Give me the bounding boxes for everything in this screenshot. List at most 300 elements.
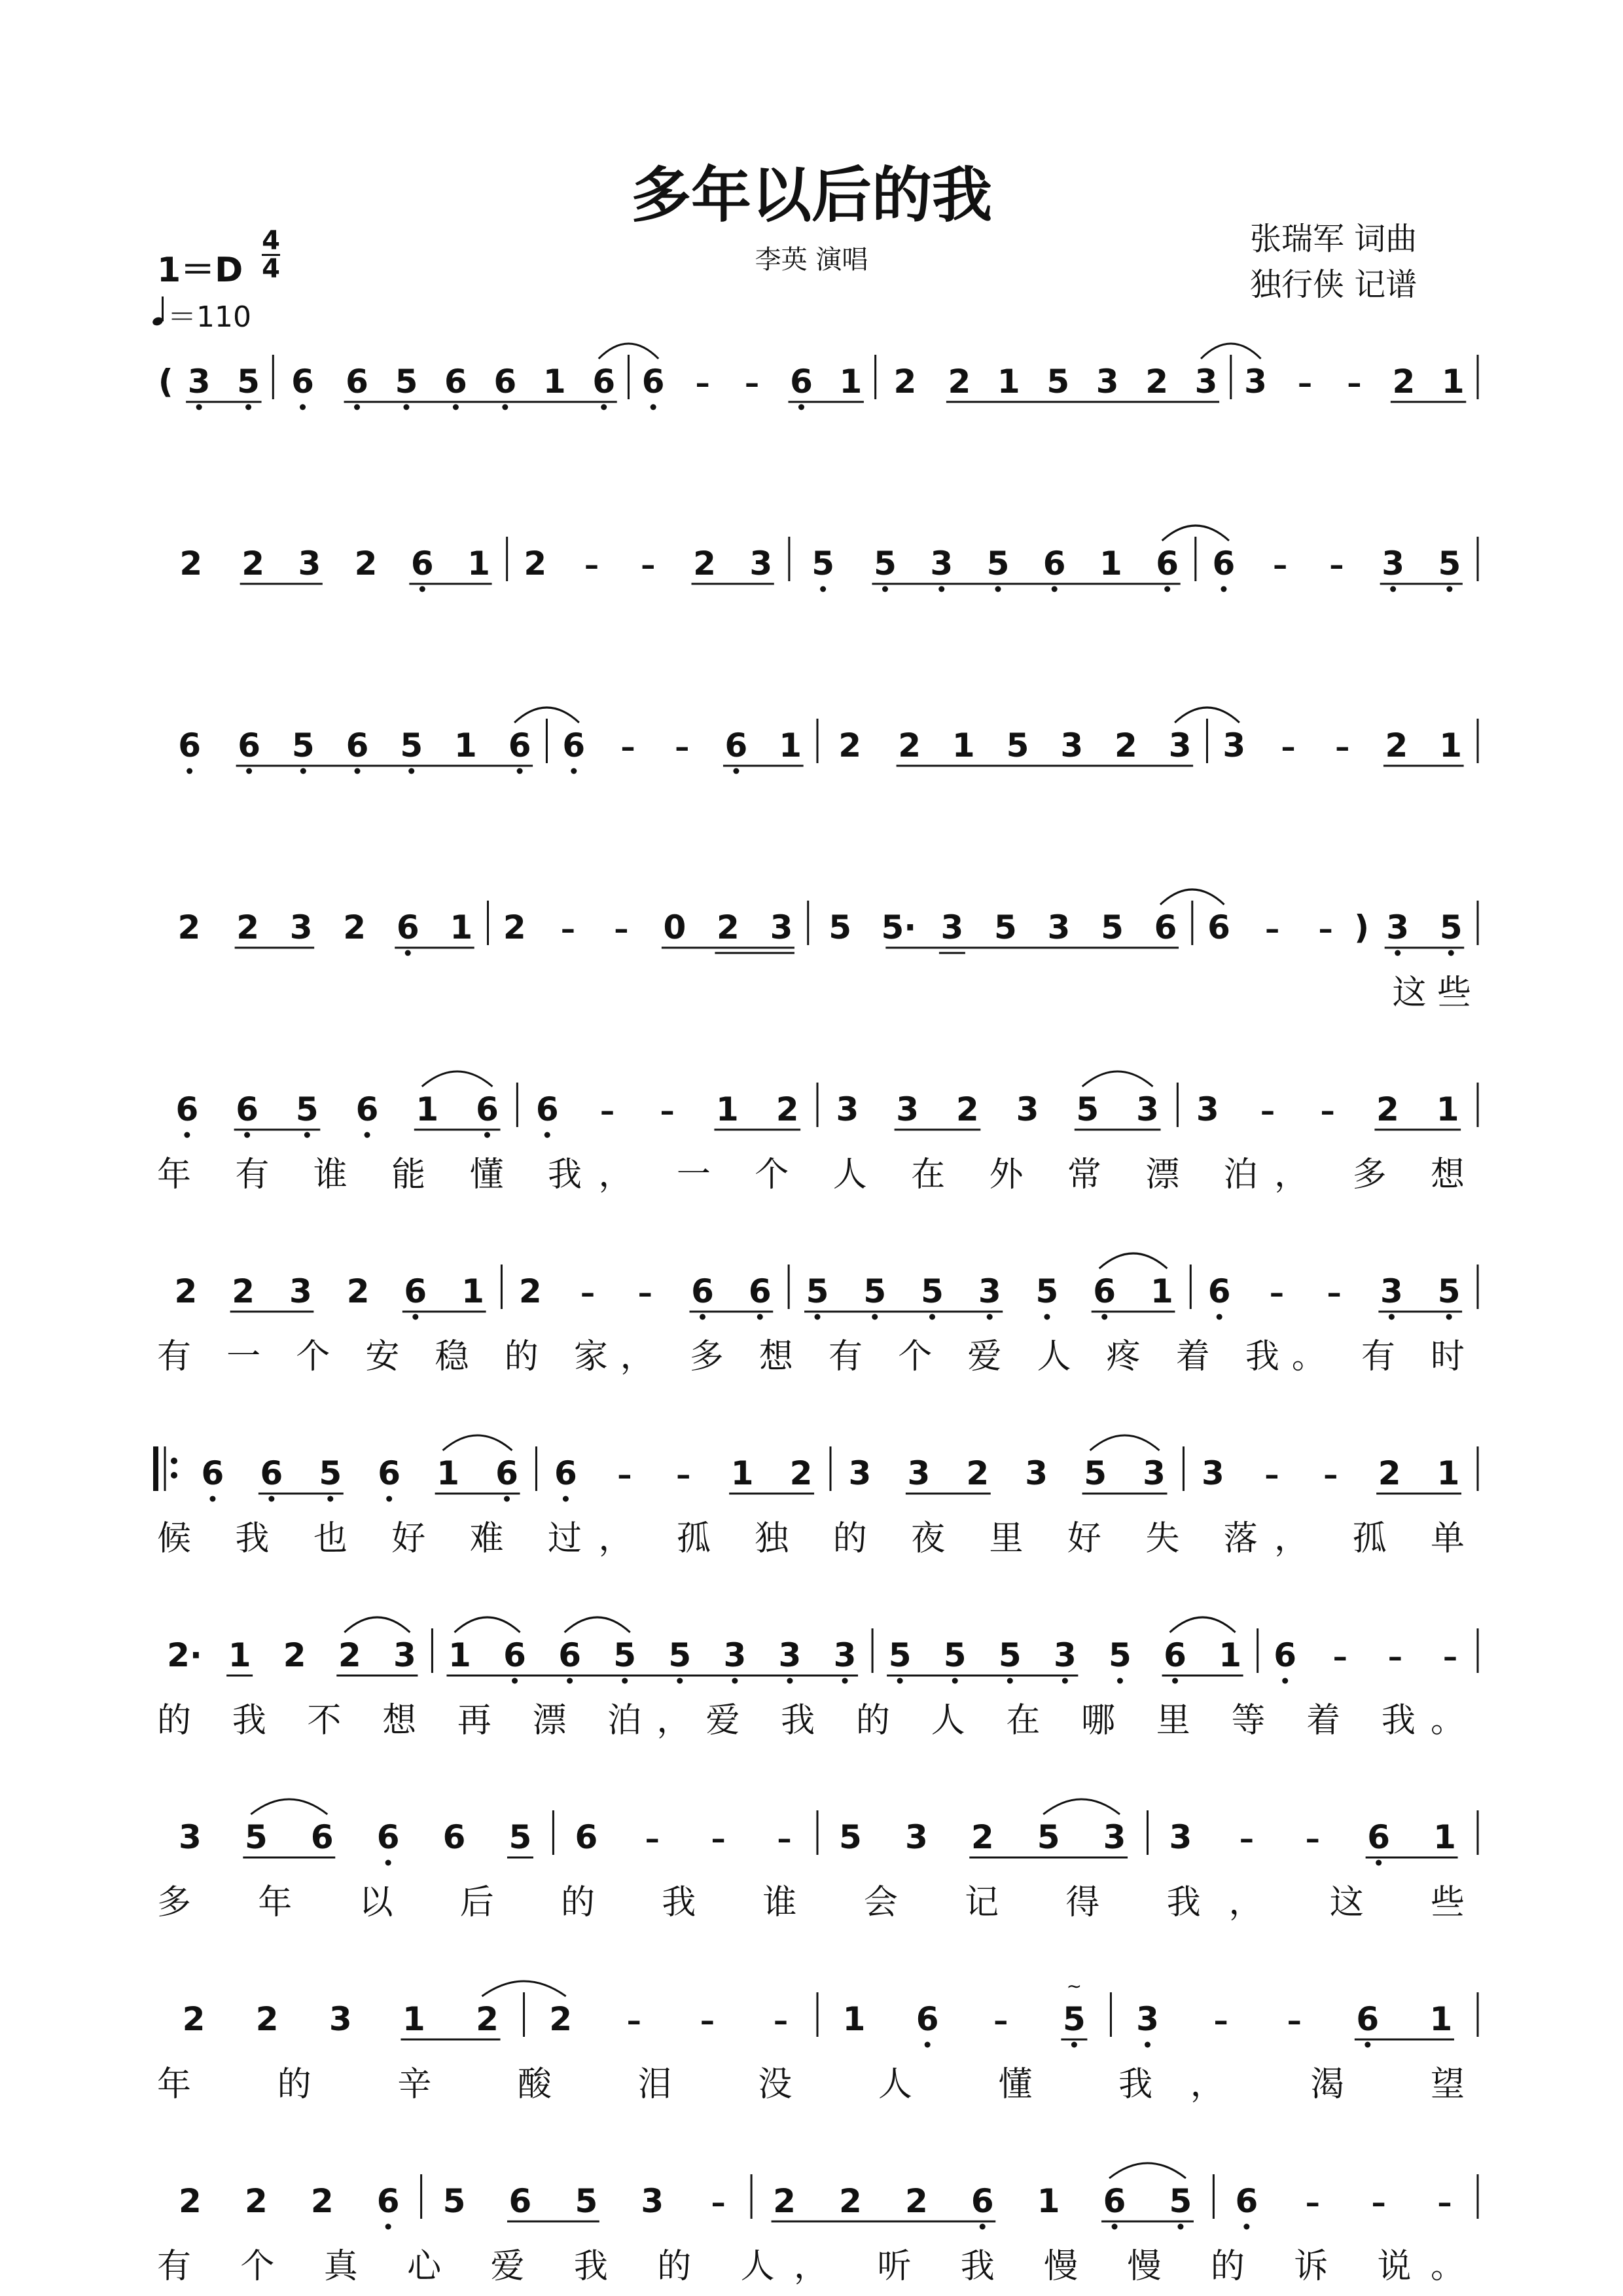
note: 1 bbox=[402, 2000, 425, 2038]
sustain-dash: – bbox=[1260, 1094, 1275, 1128]
note: 2 bbox=[241, 545, 265, 583]
octave-dot-below bbox=[601, 404, 607, 410]
note: 3 bbox=[179, 1818, 202, 1856]
note: 6 bbox=[1212, 545, 1236, 583]
sustain-dash: – bbox=[1387, 1640, 1402, 1674]
note: 3 bbox=[1103, 1818, 1126, 1856]
note: 6 bbox=[1356, 2000, 1380, 2038]
note: 2 bbox=[948, 363, 971, 401]
note: 2 bbox=[503, 908, 526, 946]
note: 1 bbox=[1436, 1090, 1459, 1128]
note: 3 bbox=[1202, 1454, 1224, 1492]
octave-dot-below bbox=[1044, 1314, 1050, 1320]
note: 2 bbox=[773, 2182, 796, 2220]
note: 3 bbox=[978, 1272, 1001, 1310]
repeat-dot bbox=[171, 1458, 177, 1464]
sustain-dash: – bbox=[1323, 1458, 1338, 1492]
note: 2 bbox=[1385, 726, 1408, 764]
octave-dot-below bbox=[304, 1132, 310, 1138]
octave-dot-below bbox=[385, 2224, 391, 2230]
octave-dot-below bbox=[246, 768, 252, 774]
note: 5 bbox=[295, 1090, 319, 1128]
octave-dot-below bbox=[1007, 1678, 1013, 1684]
song-title: 多年以后的我 bbox=[630, 160, 992, 230]
note: 3 bbox=[187, 363, 211, 401]
time-signature-top: 4 bbox=[262, 226, 280, 256]
sustain-dash: – bbox=[617, 1458, 632, 1492]
note: 3 bbox=[1136, 2000, 1159, 2038]
note: 5 bbox=[888, 1636, 912, 1674]
note: 6 bbox=[1156, 545, 1179, 583]
note: 3 bbox=[289, 908, 313, 946]
tie-slur bbox=[443, 1435, 512, 1450]
note: 6 bbox=[1207, 1272, 1231, 1310]
tie-slur bbox=[1109, 2163, 1186, 2178]
note: 6 bbox=[291, 363, 314, 401]
note: 1 bbox=[730, 1454, 754, 1492]
octave-dot-below bbox=[563, 1496, 569, 1502]
note: 6 bbox=[748, 1272, 772, 1310]
note: 2 bbox=[839, 2182, 862, 2220]
octave-dot-below bbox=[1364, 2042, 1370, 2048]
note: 3 bbox=[723, 1636, 747, 1674]
octave-dot-below bbox=[732, 1678, 738, 1684]
sustain-dash: – bbox=[1437, 2186, 1452, 2219]
note: 1 bbox=[1439, 726, 1463, 764]
sustain-dash: – bbox=[711, 2186, 726, 2219]
tie-slur bbox=[565, 1617, 630, 1632]
note: 5 bbox=[986, 545, 1010, 583]
note: 6 bbox=[355, 1090, 379, 1128]
octave-dot-below bbox=[209, 1496, 215, 1502]
note: 5 bbox=[994, 908, 1017, 946]
note: 6 bbox=[260, 1454, 283, 1492]
time-signature-bottom: 4 bbox=[262, 254, 280, 284]
note: 1 bbox=[997, 363, 1020, 401]
key-signature: 1＝D bbox=[157, 251, 243, 290]
note: 2 bbox=[310, 2182, 334, 2220]
note: 6 bbox=[1164, 1636, 1186, 1674]
sustain-dash: – bbox=[1287, 2004, 1302, 2037]
note: 2 bbox=[232, 1272, 255, 1310]
octave-dot-below bbox=[300, 404, 306, 410]
lyrics-line: 有 个 真 心 爱 我 的 人， 听 我 慢 慢 的 诉 说。 bbox=[157, 2247, 1465, 2286]
note: 3 bbox=[393, 1636, 416, 1674]
note: 6 bbox=[495, 1454, 518, 1492]
sustain-dash: – bbox=[773, 2004, 788, 2037]
note: 2· bbox=[167, 1636, 202, 1674]
octave-dot-below bbox=[980, 2224, 986, 2230]
note: 5 bbox=[1437, 1272, 1461, 1310]
sustain-dash: – bbox=[1332, 1640, 1347, 1674]
note: 2 bbox=[354, 545, 378, 583]
note: 5 bbox=[1037, 1818, 1060, 1856]
note: 5 bbox=[613, 1636, 637, 1674]
note: 3 bbox=[1168, 726, 1192, 764]
note: 5 bbox=[1076, 1090, 1099, 1128]
note: 6 bbox=[178, 726, 202, 764]
lyrics-line: 有 一 个 安 稳 的 家， 多 想 有 个 爱 人 疼 着 我。 有 时 bbox=[157, 1337, 1465, 1376]
note: 6 bbox=[1103, 2182, 1126, 2220]
sustain-dash: – bbox=[614, 912, 629, 946]
octave-dot-below bbox=[385, 1860, 391, 1866]
octave-dot-below bbox=[512, 1678, 518, 1684]
mordent-icon: ∼ bbox=[1066, 1975, 1082, 1997]
note: 2 bbox=[971, 1818, 994, 1856]
octave-dot-below bbox=[882, 586, 888, 592]
note: 5 bbox=[812, 545, 835, 583]
sustain-dash: – bbox=[1442, 1640, 1457, 1674]
tempo-value: ＝110 bbox=[168, 300, 251, 334]
note: 1 bbox=[1150, 1272, 1173, 1310]
octave-dot-below bbox=[872, 1314, 878, 1320]
sustain-dash: – bbox=[1335, 730, 1350, 764]
sustain-dash: – bbox=[1213, 2004, 1228, 2037]
octave-dot-below bbox=[405, 950, 411, 956]
note: 2 bbox=[789, 1454, 813, 1492]
note: 3 bbox=[1047, 908, 1071, 946]
note: 6 bbox=[1235, 2182, 1258, 2220]
note: 5 bbox=[1062, 2000, 1086, 2038]
note: 2 bbox=[177, 908, 201, 946]
octave-dot-below bbox=[1164, 586, 1170, 592]
note: 3 bbox=[1382, 545, 1405, 583]
octave-dot-below bbox=[1062, 1678, 1068, 1684]
note: 3 bbox=[848, 1454, 872, 1492]
octave-dot-below bbox=[544, 1132, 550, 1138]
note: 6 bbox=[1043, 545, 1066, 583]
sustain-dash: – bbox=[675, 730, 690, 764]
lyricist-composer-credit: 张瑞军 词曲 bbox=[1250, 221, 1418, 257]
sustain-dash: – bbox=[1269, 1276, 1284, 1310]
note: 6 bbox=[476, 1090, 499, 1128]
note: 6 bbox=[493, 363, 517, 401]
octave-dot-below bbox=[1117, 1678, 1123, 1684]
note: 3 bbox=[1136, 1090, 1159, 1128]
note: 6 bbox=[444, 363, 467, 401]
note: 6 bbox=[575, 1818, 598, 1856]
sustain-dash: – bbox=[626, 2004, 641, 2037]
note: 5 bbox=[319, 1454, 342, 1492]
sustain-dash: – bbox=[637, 1276, 652, 1310]
note: 6 bbox=[346, 363, 368, 401]
octave-dot-below bbox=[244, 1132, 250, 1138]
note: 2 bbox=[524, 545, 547, 583]
octave-dot-below bbox=[995, 586, 1001, 592]
lyrics-line: 年 有 谁 能 懂 我， 一 个 人 在 外 常 漂 泊， 多 想 bbox=[157, 1155, 1465, 1194]
note: 2 bbox=[182, 2000, 205, 2038]
sustain-dash: – bbox=[700, 2004, 715, 2037]
note: 6 bbox=[376, 1818, 400, 1856]
octave-dot-below bbox=[938, 586, 944, 592]
note: 2 bbox=[338, 1636, 361, 1674]
octave-dot-below bbox=[1376, 1860, 1382, 1866]
sustain-dash: – bbox=[660, 1094, 675, 1128]
note: 1 bbox=[716, 1090, 739, 1128]
note: 2 bbox=[255, 2000, 279, 2038]
note: 3 bbox=[1053, 1636, 1077, 1674]
note: 1 bbox=[1433, 1818, 1456, 1856]
note: 5 bbox=[400, 726, 423, 764]
sustain-dash: – bbox=[1297, 367, 1312, 400]
sustain-dash: – bbox=[599, 1094, 615, 1128]
sustain-dash: – bbox=[645, 1822, 660, 1856]
sustain-dash: – bbox=[1281, 730, 1296, 764]
octave-dot-below bbox=[897, 1678, 903, 1684]
note: 3 bbox=[329, 2000, 352, 2038]
note: 2 bbox=[966, 1454, 990, 1492]
note: 6 bbox=[1367, 1818, 1391, 1856]
note: 1 bbox=[1099, 545, 1122, 583]
sustain-dash: – bbox=[695, 367, 710, 400]
octave-dot-below bbox=[798, 404, 804, 410]
note: 2 bbox=[179, 545, 203, 583]
note: 3 bbox=[930, 545, 954, 583]
note: 3 bbox=[1222, 726, 1246, 764]
sustain-dash: – bbox=[1305, 1822, 1320, 1856]
transcriber-credit: 独行侠 记谱 bbox=[1250, 266, 1418, 303]
note: 2 bbox=[1115, 726, 1137, 764]
note: 2 bbox=[236, 908, 260, 946]
note: 2 bbox=[346, 1272, 370, 1310]
octave-dot-below bbox=[757, 1314, 763, 1320]
note: 3 bbox=[749, 545, 773, 583]
tie-slur bbox=[1099, 1253, 1168, 1268]
lyrics-line: 候 我 也 好 难 过， 孤 独 的 夜 里 好 失 落， 孤 单 bbox=[157, 1519, 1465, 1558]
sustain-dash: – bbox=[676, 1458, 691, 1492]
sustain-dash: – bbox=[620, 730, 635, 764]
octave-dot-below bbox=[820, 586, 826, 592]
note: 1 bbox=[779, 726, 802, 764]
note: 1 bbox=[467, 545, 490, 583]
note: 5 bbox=[668, 1636, 692, 1674]
note: 5 bbox=[1438, 545, 1461, 583]
note: 6 bbox=[376, 2182, 400, 2220]
note: 6 bbox=[175, 1090, 199, 1128]
tie-slur bbox=[1090, 1435, 1160, 1450]
sustain-dash: – bbox=[1371, 2186, 1386, 2219]
tie-slur bbox=[251, 1799, 327, 1814]
note: 2 bbox=[838, 726, 862, 764]
octave-dot-below bbox=[196, 404, 202, 410]
sustain-dash: – bbox=[777, 1822, 792, 1856]
note: 6 bbox=[310, 1818, 334, 1856]
octave-dot-below bbox=[187, 768, 192, 774]
octave-dot-below bbox=[504, 1496, 510, 1502]
note: 6 bbox=[378, 1454, 401, 1492]
note: 1 bbox=[1429, 2000, 1453, 2038]
note: 3 bbox=[778, 1636, 802, 1674]
octave-dot-below bbox=[1172, 1678, 1178, 1684]
octave-dot-below bbox=[1390, 586, 1396, 592]
octave-dot-below bbox=[517, 768, 523, 774]
sustain-dash: – bbox=[584, 548, 599, 582]
note: 3 bbox=[1143, 1454, 1166, 1492]
note: 6 bbox=[562, 726, 586, 764]
lyrics-line: 这 些 bbox=[1392, 973, 1471, 1013]
octave-dot-below bbox=[412, 1314, 418, 1320]
octave-dot-below bbox=[408, 768, 414, 774]
note: 5 bbox=[291, 726, 315, 764]
note: 2 bbox=[518, 1272, 542, 1310]
note: 2 bbox=[955, 1090, 979, 1128]
octave-dot-below bbox=[1145, 2042, 1150, 2048]
note: 5 bbox=[1006, 726, 1029, 764]
note: 2 bbox=[179, 2182, 202, 2220]
note: 5 bbox=[921, 1272, 944, 1310]
octave-dot-below bbox=[484, 1132, 490, 1138]
note: 1 bbox=[1436, 1454, 1460, 1492]
octave-dot-below bbox=[929, 1314, 935, 1320]
singer-credit: 李英 演唱 bbox=[755, 245, 868, 275]
octave-dot-below bbox=[1217, 1314, 1222, 1320]
note: 2 bbox=[1392, 363, 1416, 401]
note: 0 bbox=[663, 908, 687, 946]
note: 3 bbox=[896, 1090, 919, 1128]
note: 5 bbox=[943, 1636, 967, 1674]
note: 2 bbox=[174, 1272, 198, 1310]
note: 6 bbox=[238, 726, 260, 764]
sustain-dash: – bbox=[580, 1276, 596, 1310]
note: 2 bbox=[1378, 1454, 1401, 1492]
note: 3 bbox=[1169, 1818, 1192, 1856]
note: 2 bbox=[549, 2000, 573, 2038]
note: 6 bbox=[346, 726, 369, 764]
octave-dot-below bbox=[1446, 586, 1452, 592]
note: 5 bbox=[395, 363, 418, 401]
sustain-dash: – bbox=[1329, 548, 1344, 582]
lyrics-line: 多 年 以 后 的 我 谁 会 记 得 我， 这 些 bbox=[157, 1883, 1465, 1922]
note: 3 bbox=[770, 908, 793, 946]
note: 6 bbox=[724, 726, 748, 764]
octave-dot-below bbox=[354, 404, 360, 410]
octave-dot-below bbox=[245, 404, 251, 410]
note: 5 bbox=[1169, 2182, 1192, 2220]
tie-slur bbox=[1043, 1799, 1120, 1814]
tie-slur bbox=[422, 1071, 493, 1086]
octave-dot-below bbox=[386, 1496, 392, 1502]
octave-dot-below bbox=[700, 1314, 705, 1320]
note: 1 bbox=[228, 1636, 251, 1674]
octave-dot-below bbox=[1446, 1314, 1452, 1320]
note: 3 bbox=[833, 1636, 857, 1674]
note: 1 bbox=[1219, 1636, 1242, 1674]
sustain-dash: – bbox=[1318, 912, 1333, 946]
note: 5 bbox=[829, 908, 852, 946]
parenthesis-mark: ) bbox=[1354, 908, 1370, 946]
note: 6 bbox=[396, 908, 419, 946]
note: 6 bbox=[971, 2182, 994, 2220]
sustain-dash: – bbox=[641, 548, 656, 582]
sustain-dash: – bbox=[1273, 548, 1288, 582]
note: 6 bbox=[508, 726, 531, 764]
octave-dot-below bbox=[571, 768, 577, 774]
note: 2 bbox=[343, 908, 366, 946]
tie-slur bbox=[454, 1617, 520, 1632]
octave-dot-below bbox=[502, 404, 508, 410]
octave-dot-below bbox=[987, 1314, 993, 1320]
note: 5 bbox=[1046, 363, 1070, 401]
octave-dot-below bbox=[651, 404, 656, 410]
note: 5 bbox=[806, 1272, 829, 1310]
note: 6 bbox=[592, 363, 616, 401]
note: 5 bbox=[1084, 1454, 1107, 1492]
octave-dot-below bbox=[1221, 586, 1226, 592]
note: 6 bbox=[503, 1636, 526, 1674]
octave-dot-below bbox=[1177, 2224, 1183, 2230]
note: 6 bbox=[1154, 908, 1177, 946]
note: 5 bbox=[508, 1818, 532, 1856]
note: 2 bbox=[476, 2000, 499, 2038]
note: 1 bbox=[543, 363, 566, 401]
note: 6 bbox=[558, 1636, 582, 1674]
sustain-dash: – bbox=[711, 1822, 726, 1856]
octave-dot-below bbox=[787, 1678, 793, 1684]
note: 3 bbox=[1060, 726, 1084, 764]
note: 6 bbox=[535, 1090, 559, 1128]
parenthesis-mark: ( bbox=[158, 363, 173, 401]
octave-dot-below bbox=[184, 1132, 190, 1138]
note: 5 bbox=[998, 1636, 1022, 1674]
note: 2 bbox=[898, 726, 921, 764]
sustain-dash: – bbox=[1327, 1276, 1342, 1310]
note: 1 bbox=[1037, 2182, 1060, 2220]
note: 5 bbox=[1035, 1272, 1059, 1310]
note: 3 bbox=[1016, 1090, 1039, 1128]
sustain-dash: – bbox=[1305, 2186, 1320, 2219]
note: 5 bbox=[244, 1818, 268, 1856]
note: 1 bbox=[839, 363, 863, 401]
note: 1 bbox=[448, 1636, 471, 1674]
note: 5 bbox=[874, 545, 897, 583]
octave-dot-below bbox=[815, 1314, 821, 1320]
note: 3 bbox=[940, 908, 964, 946]
sustain-dash: – bbox=[1320, 1094, 1335, 1128]
note: 3 bbox=[836, 1090, 859, 1128]
octave-dot-below bbox=[622, 1678, 628, 1684]
note: 1 bbox=[461, 1272, 484, 1310]
octave-dot-below bbox=[677, 1678, 683, 1684]
octave-dot-below bbox=[1101, 1314, 1107, 1320]
note: 1 bbox=[1441, 363, 1465, 401]
note: 3 bbox=[289, 1272, 312, 1310]
note: 1 bbox=[450, 908, 473, 946]
note: 5 bbox=[575, 2182, 598, 2220]
note: 3 bbox=[1194, 363, 1218, 401]
note: 6 bbox=[691, 1272, 714, 1310]
sustain-dash: – bbox=[1239, 1822, 1254, 1856]
octave-dot-below bbox=[1052, 586, 1058, 592]
note: 3 bbox=[1025, 1454, 1048, 1492]
note: 5 bbox=[1439, 908, 1463, 946]
octave-dot-below bbox=[327, 1496, 333, 1502]
note: 5 bbox=[442, 2182, 466, 2220]
note: 2 bbox=[244, 2182, 268, 2220]
note: 1 bbox=[416, 1090, 439, 1128]
sustain-dash: – bbox=[1264, 1458, 1279, 1492]
note: 2 bbox=[693, 545, 716, 583]
sustain-dash: – bbox=[1347, 367, 1362, 400]
octave-dot-below bbox=[1243, 2224, 1249, 2230]
note: 3 bbox=[907, 1454, 931, 1492]
note: 2 bbox=[283, 1636, 306, 1674]
octave-dot-below bbox=[1389, 1314, 1395, 1320]
sustain-dash: – bbox=[560, 912, 575, 946]
note: 6 bbox=[916, 2000, 939, 2038]
note: 6 bbox=[1274, 1636, 1297, 1674]
repeat-start-thick-bar bbox=[153, 1446, 158, 1491]
note: 5 bbox=[863, 1272, 887, 1310]
